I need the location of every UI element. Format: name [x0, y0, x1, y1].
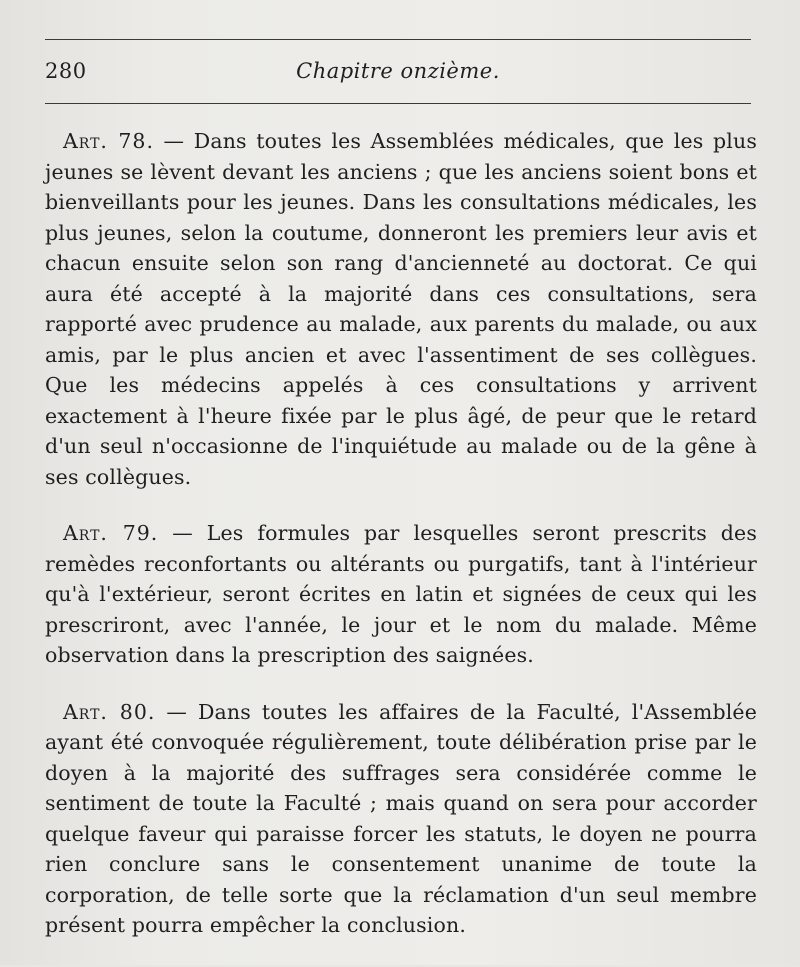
- article-80: [45, 697, 757, 941]
- article-text: — Dans toutes les Assemblées médicales, que les plus jeunes se lèvent devant les anciens ; que les anciens soient bons et bienveillants pour les jeunes. Dans les consultations médicales, les plus jeunes, selon la coutume, donneront les premiers leur avis et chacun ensuite selon son rang d'ancienneté au doctorat. Ce qui aura été accepté à la majorité dans ces consultations, sera rapporté avec prudence au malade, aux parents du malade, ou aux amis, par le plus ancien et avec l'assentiment de ses collègues. Que les médecins appelés à ces consultations y arrivent exactement à l'heure fixée par le plus âgé, de peur que le retard d'un seul n'occasionne de l'inquiétude au malade ou de la gêne à ses collègues.: [45, 129, 757, 489]
- article-text: — Les formules par lesquelles seront prescrits des remèdes reconfortants ou altérants ou purgatifs, tant à l'intérieur qu'à l'extérieur, seront écrites en latin et signées de ceux qui les prescriront, avec l'année, le jour et le nom du malade. Même observation dans la prescription des saignées.: [45, 521, 757, 667]
- running-head: Chapitre onzième.: [296, 59, 500, 83]
- article-79: [45, 518, 757, 671]
- header-bottom-rule: [45, 103, 751, 104]
- article-text: — Dans toutes les affaires de la Faculté, l'Assemblée ayant été convoquée régulièrement, toute délibération prise par le doyen à la majorité des suffrages sera considérée comme le sentiment de toute la Faculté ; mais quand on sera pour accorder quelque faveur qui paraisse forcer les statuts, le doyen ne pourra rien conclure sans le consentement unanime de toute la corporation, de telle sorte que la réclamation d'un seul membre présent pourra empêcher la conclusion.: [45, 699, 757, 937]
- page-body: [45, 126, 757, 967]
- page-header: [45, 55, 751, 91]
- page-number: 280: [45, 59, 87, 83]
- article-label: Art. 78.: [63, 129, 154, 153]
- header-top-rule: [45, 39, 751, 40]
- article-78: [45, 126, 757, 492]
- article-label: Art. 80.: [63, 699, 156, 724]
- article-label: Art. 79.: [63, 521, 159, 545]
